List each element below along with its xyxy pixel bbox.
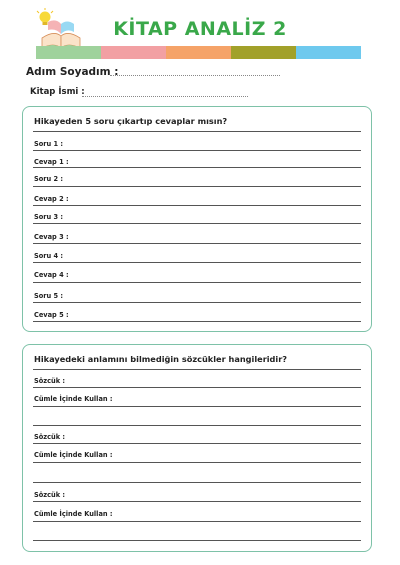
page-title: KİTAP ANALİZ 2 [113,18,287,40]
answer-row-label: Soru 4 : [34,252,64,260]
sentence-label: Cümle İçinde Kullan : [34,510,113,518]
word-line[interactable] [33,443,361,444]
sentence-label: Cümle İçinde Kullan : [34,451,113,459]
color-stripe-blue [296,46,361,59]
questions-heading: Hikayeden 5 soru çıkartıp cevaplar mısın? [34,116,228,126]
answer-row-label: Cevap 1 : [34,158,69,166]
answer-line[interactable] [33,150,361,151]
sentence-extra-line[interactable] [33,482,361,483]
answer-line[interactable] [33,302,361,303]
answer-row-label: Cevap 2 : [34,195,69,203]
word-line[interactable] [33,387,361,388]
sentence-line[interactable] [33,462,361,463]
sentence-line[interactable] [33,406,361,407]
answer-line[interactable] [33,282,361,283]
color-stripe-bar [36,46,361,59]
book-field [30,87,260,101]
answer-row-label: Soru 1 : [34,140,64,148]
sentence-extra-line[interactable] [33,425,361,426]
name-field [26,66,286,80]
answer-row-label: Cevap 4 : [34,271,69,279]
heading-underline [33,369,361,370]
answer-row-label: Soru 5 : [34,292,64,300]
sentence-line[interactable] [33,521,361,522]
answer-row-label: Cevap 5 : [34,311,69,319]
word-line[interactable] [33,501,361,502]
questions-box [22,106,372,332]
answer-line[interactable] [33,262,361,263]
answer-line[interactable] [33,321,361,322]
answer-row-label: Soru 3 : [34,213,64,221]
name-input-line[interactable] [110,75,280,76]
answer-row-label: Soru 2 : [34,175,64,183]
book-label: Kitap İsmi : [30,87,85,97]
color-stripe-olive [231,46,296,59]
answer-line[interactable] [33,205,361,206]
vocabulary-box [22,344,372,552]
heading-underline [33,131,361,132]
answer-line[interactable] [33,186,361,187]
answer-line[interactable] [33,223,361,224]
name-label: Adım Soyadım : [26,66,119,78]
sentence-extra-line[interactable] [33,540,361,541]
color-stripe-orange [166,46,231,59]
sentence-label: Cümle İçinde Kullan : [34,395,113,403]
color-stripe-green [36,46,101,59]
vocabulary-heading: Hikayedeki anlamını bilmediğin sözcükler hangileridir? [34,354,288,364]
answer-line[interactable] [33,243,361,244]
color-stripe-pink [101,46,166,59]
answer-row-label: Cevap 3 : [34,233,69,241]
answer-line[interactable] [33,167,361,168]
book-input-line[interactable] [82,96,248,97]
word-label: Sözcük : [34,433,66,441]
word-label: Sözcük : [34,377,66,385]
word-label: Sözcük : [34,491,66,499]
